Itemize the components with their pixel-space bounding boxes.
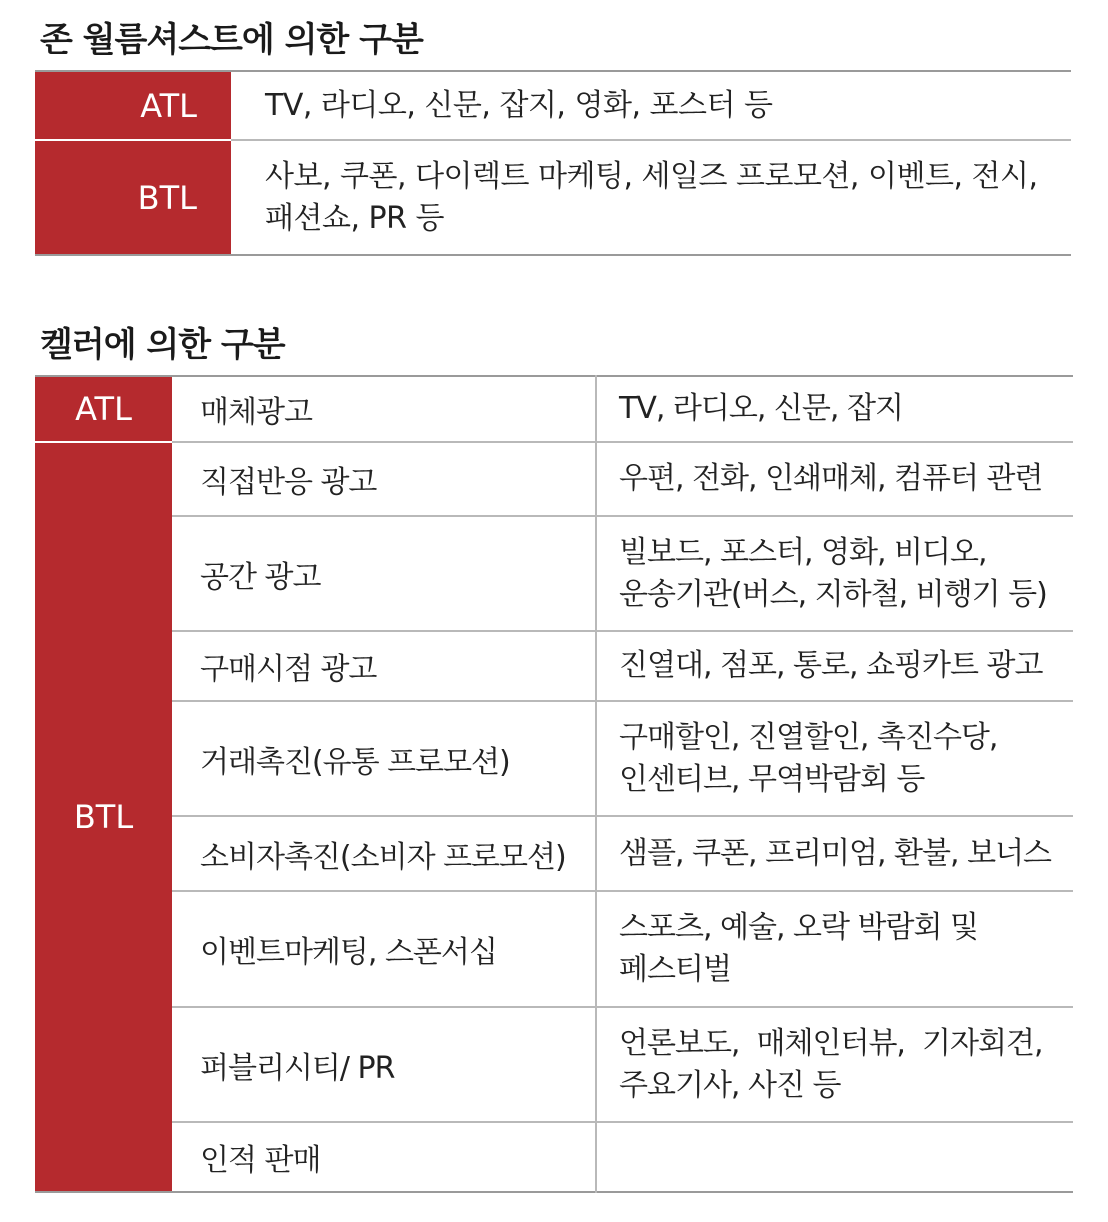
example-line: 언론보도, 매체인터뷰, 기자회견, xyxy=(619,1025,1043,1061)
medium-cell: 매체광고 xyxy=(172,376,596,442)
table-row xyxy=(35,631,1073,701)
example-line: 운송기관(버스, 지하철, 비행기 등) xyxy=(619,576,1047,612)
table-row xyxy=(35,891,1073,1007)
btl-description-line: 패션쇼, PR 등 xyxy=(265,200,444,236)
section2-title: 켈러에 의한 구분 xyxy=(40,325,285,365)
table-row xyxy=(35,701,1073,816)
table-row xyxy=(35,816,1073,891)
medium-cell: 구매시점 광고 xyxy=(172,631,596,701)
example-cell xyxy=(596,891,1073,1007)
atl-label: ATL xyxy=(35,71,231,140)
wolmshurst-classification-table xyxy=(35,70,1071,256)
example-line: 샘플, 쿠폰, 프리미엄, 환불, 보너스 xyxy=(619,835,1052,871)
example-line: 빌보드, 포스터, 영화, 비디오, xyxy=(619,534,987,570)
table-row xyxy=(35,442,1073,516)
keller-classification-table xyxy=(35,375,1073,1193)
table-row xyxy=(35,71,1071,140)
btl-label: BTL xyxy=(35,442,172,1192)
atl-label: ATL xyxy=(35,376,172,442)
table-row xyxy=(35,1122,1073,1192)
example-cell xyxy=(596,376,1073,442)
example-line: 인센티브, 무역박람회 등 xyxy=(619,761,925,797)
section1-title: 존 월름셔스트에 의한 구분 xyxy=(40,20,423,60)
medium-cell: 거래촉진(유통 프로모션) xyxy=(172,701,596,816)
example-cell xyxy=(596,631,1073,701)
table-row xyxy=(35,376,1073,442)
example-line: 진열대, 점포, 통로, 쇼핑카트 광고 xyxy=(619,648,1043,683)
btl-description-line: 사보, 쿠폰, 다이렉트 마케팅, 세일즈 프로모션, 이벤트, 전시, xyxy=(265,158,1038,194)
btl-description xyxy=(231,140,1071,255)
example-cell xyxy=(596,516,1073,631)
medium-cell: 인적 판매 xyxy=(172,1122,596,1192)
example-line: 주요기사, 사진 등 xyxy=(619,1067,841,1103)
medium-cell: 퍼블리시티/ PR xyxy=(172,1007,596,1122)
table-row xyxy=(35,1007,1073,1122)
example-cell xyxy=(596,442,1073,516)
table-row xyxy=(35,140,1071,255)
example-line: 우편, 전화, 인쇄매체, 컴퓨터 관련 xyxy=(619,461,1043,496)
medium-cell: 직접반응 광고 xyxy=(172,442,596,516)
example-cell xyxy=(596,1007,1073,1122)
example-line: 페스티벌 xyxy=(619,952,731,987)
btl-label: BTL xyxy=(35,140,231,255)
example-cell xyxy=(596,816,1073,891)
medium-cell: 이벤트마케팅, 스폰서십 xyxy=(172,891,596,1007)
table-row xyxy=(35,516,1073,631)
example-line: 스포츠, 예술, 오락 박람회 및 xyxy=(619,910,978,945)
atl-description: TV, 라디오, 신문, 잡지, 영화, 포스터 등 xyxy=(265,87,773,123)
example-line: 구매할인, 진열할인, 촉진수당, xyxy=(619,719,998,755)
example-cell xyxy=(596,701,1073,816)
example-cell xyxy=(596,1122,1073,1192)
medium-cell: 소비자촉진(소비자 프로모션) xyxy=(172,816,596,891)
medium-cell: 공간 광고 xyxy=(172,516,596,631)
example-line: TV, 라디오, 신문, 잡지 xyxy=(619,391,903,426)
